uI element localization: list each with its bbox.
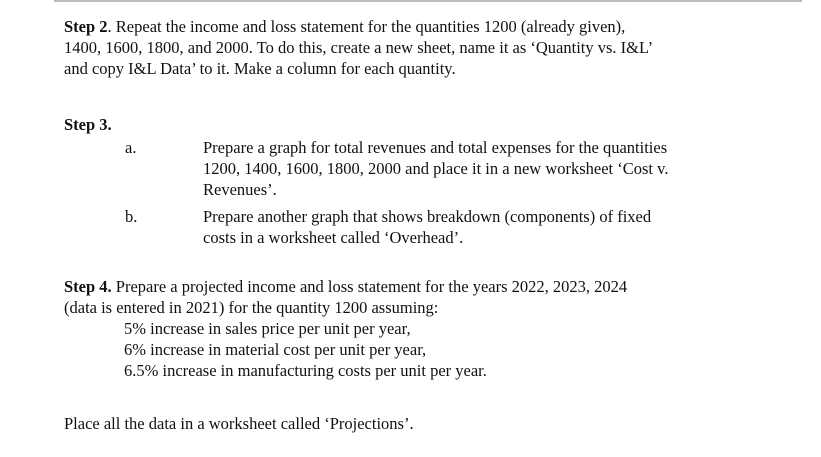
step-2-paragraph: [64, 16, 804, 79]
step-3-item-a-marker: a.: [125, 138, 137, 157]
step-4-paragraph: [64, 276, 804, 318]
step-4-line-2: (data is entered in 2021) for the quantity 1200 assuming:: [64, 298, 439, 317]
top-divider: [54, 0, 802, 2]
step-3-label: Step 3.: [64, 115, 112, 134]
step-3-item-b-text: [203, 206, 793, 248]
placement-instruction: Place all the data in a worksheet called ‘Projections’.: [64, 414, 414, 433]
assumption-manufacturing-cost: 6.5% increase in manufacturing costs per unit per year.: [124, 361, 487, 380]
item-a-line-2: 1200, 1400, 1600, 1800, 2000 and place it in a new worksheet ‘Cost v.: [203, 159, 669, 178]
step-4-line-1: Step 4. Prepare a projected income and loss statement for the years 2022, 2023, 2024: [64, 277, 628, 296]
item-a-line-3: Revenues’.: [203, 180, 277, 199]
step-3-heading: [64, 114, 804, 135]
item-b-line-2: costs in a worksheet called ‘Overhead’.: [203, 228, 464, 247]
step-2-line-3: and copy I&L Data’ to it. Make a column for each quantity.: [64, 59, 456, 78]
item-a-line-1: Prepare a graph for total revenues and total expenses for the quantities: [203, 138, 668, 157]
step-2-line-2: 1400, 1600, 1800, and 2000. To do this, create a new sheet, name it as ‘Quantity vs. I&L’: [64, 38, 654, 57]
step-4-assumptions: [124, 318, 784, 381]
step-4-label: Step 4.: [64, 277, 112, 296]
step-3-item-b-marker: b.: [125, 207, 138, 226]
assumption-material-cost: 6% increase in material cost per unit per year,: [124, 340, 427, 359]
item-b-line-1: Prepare another graph that shows breakdown (components) of fixed: [203, 207, 652, 226]
step-2-label: Step 2: [64, 17, 108, 36]
step-2-line-1: Step 2. Repeat the income and loss statement for the quantities 1200 (already given),: [64, 17, 626, 36]
step-3-item-a-text: [203, 137, 793, 200]
assumption-sales-price: 5% increase in sales price per unit per year,: [124, 319, 411, 338]
